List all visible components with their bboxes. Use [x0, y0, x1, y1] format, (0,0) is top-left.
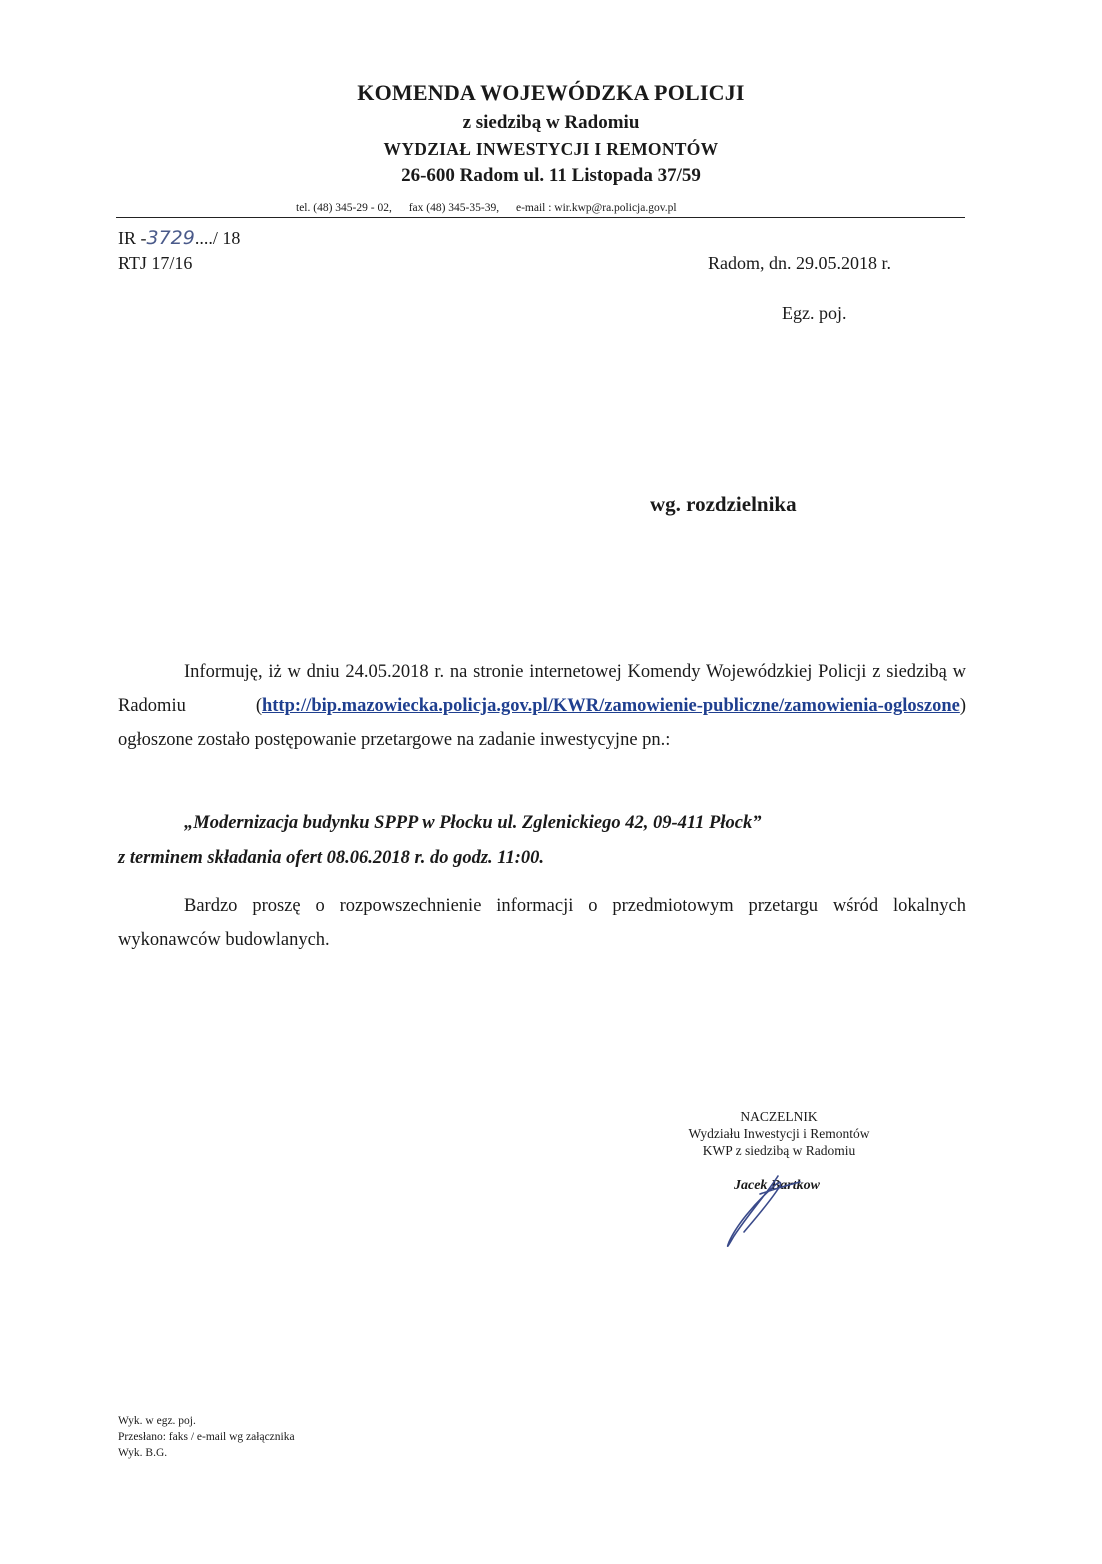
task-title: „Modernizacja budynku SPPP w Płocku ul. Zglenickiego 42, 09-411 Płock”	[184, 813, 762, 833]
signature-department: Wydziału Inwestycji i Remontów	[688, 1126, 870, 1141]
signature-name: Jacek Bartkow	[734, 1178, 820, 1193]
reference-prefix: IR -	[118, 228, 147, 248]
paragraph-announcement	[118, 655, 966, 757]
signature-title: NACZELNIK	[740, 1109, 818, 1124]
contact-tel: tel. (48) 345-29 - 02,	[296, 202, 392, 214]
institution-address: 26-600 Radom ul. 11 Listopada 37/59	[401, 165, 701, 186]
paragraph-request: Bardzo proszę o rozpowszechnienie informacji o przedmiotowym przetargu wśród lokalnych wykonawców budowlanych.	[118, 896, 966, 950]
bip-link[interactable]: http://bip.mazowiecka.policja.gov.pl/KWR/zamowienie-publiczne/zamowienia-ogloszone	[261, 696, 960, 716]
paragraph-announcement-end: ) ogłoszone zostało postępowanie przetargowe na zadanie inwestycyjne pn.:	[118, 696, 966, 750]
copy-note: Egz. poj.	[782, 303, 847, 323]
document-date: Radom, dn. 29.05.2018 r.	[708, 253, 891, 273]
header-divider	[116, 217, 965, 218]
footer-author: Wyk. B.G.	[118, 1447, 168, 1459]
department-name: WYDZIAŁ INWESTYCJI I REMONTÓW	[383, 139, 719, 159]
reference-number	[118, 227, 240, 249]
signature-stamp	[654, 1108, 904, 1159]
reference-handwritten-number: 3729	[146, 227, 195, 249]
reference-suffix: ..../ 18	[194, 228, 241, 248]
reference-rtj: RTJ 17/16	[118, 253, 193, 273]
signature-seat: KWP z siedzibą w Radomiu	[702, 1143, 856, 1158]
footer-copy-note: Wyk. w egz. poj.	[118, 1415, 196, 1427]
institution-name: KOMENDA WOJEWÓDZKA POLICJI	[357, 80, 745, 105]
paragraph-announcement-start: Informuję, iż w dniu 24.05.2018 r. na stronie internetowej Komendy Wojewódzkiej Policji z siedzibą w Radomiu (	[118, 662, 966, 716]
footer-sent-note: Przesłano: faks / e-mail wg załącznika	[118, 1431, 295, 1443]
handwritten-signature	[720, 1170, 810, 1255]
contact-line	[296, 202, 691, 214]
task-deadline: z terminem składania ofert 08.06.2018 r. do godz. 11:00.	[118, 848, 545, 868]
contact-email: e-mail : wir.kwp@ra.policja.gov.pl	[515, 202, 677, 214]
recipient: wg. rozdzielnika	[650, 492, 797, 516]
contact-fax: fax (48) 345-35-39,	[408, 202, 500, 214]
institution-seat: z siedzibą w Radomiu	[462, 112, 640, 133]
